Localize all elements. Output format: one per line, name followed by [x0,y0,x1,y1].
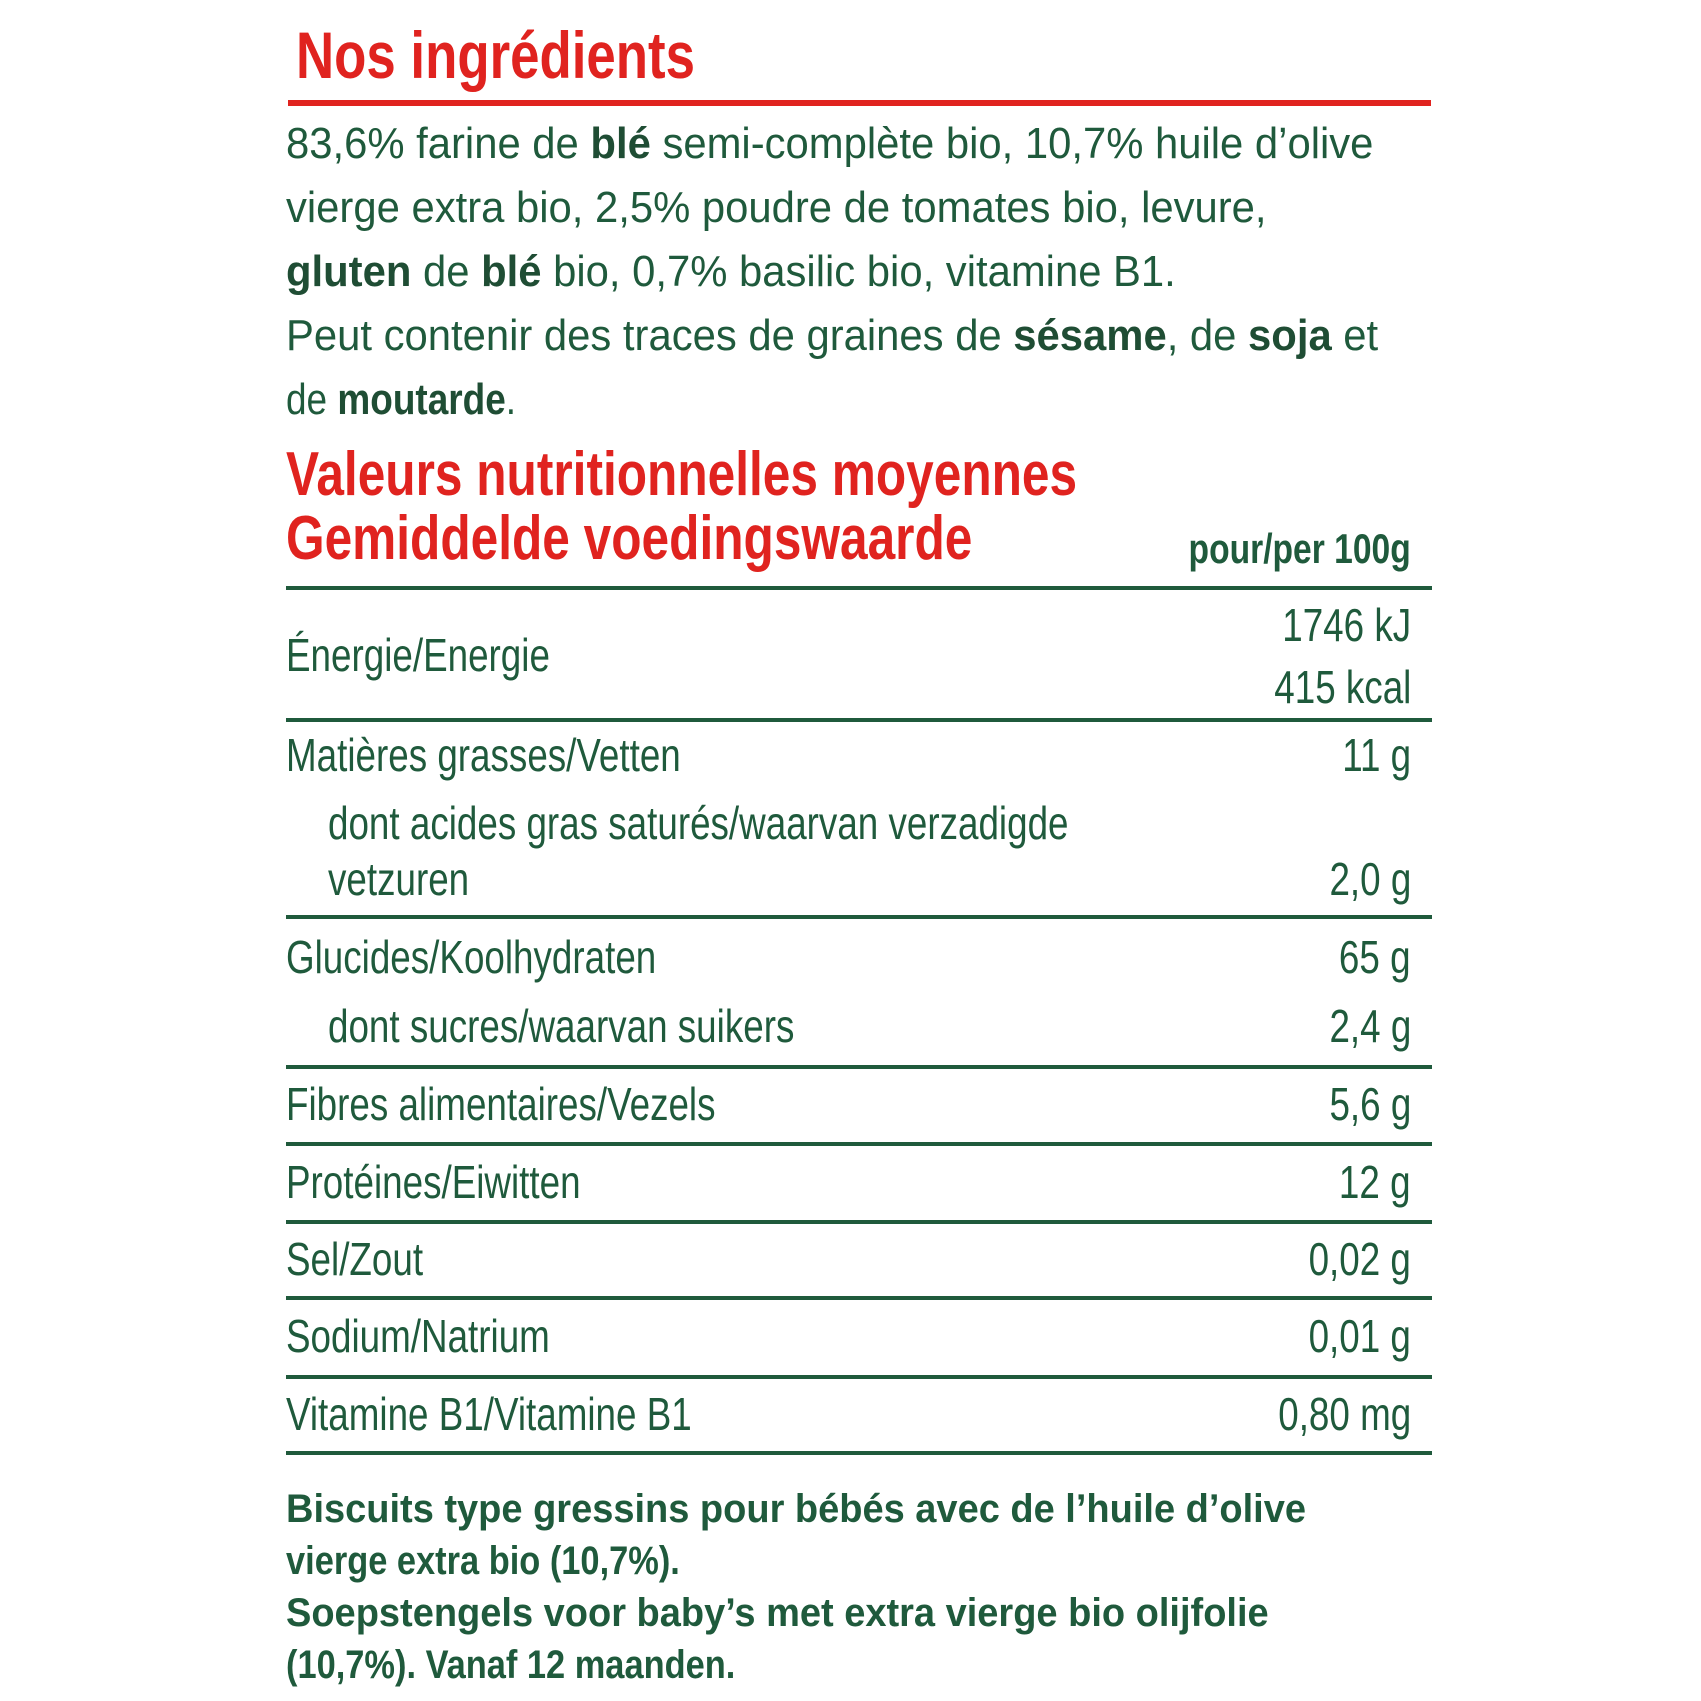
ingredients-line [286,240,1436,304]
allergen-trace-line [286,368,1436,432]
sugars-label: dont sucres/waarvan suikers [328,1000,795,1052]
table-rule [286,1065,1432,1069]
ingredients-text [286,112,1436,432]
allergen-highlight: blé [590,119,651,168]
ingredients-title: Nos ingrédients [296,18,695,92]
table-rule [286,915,1432,919]
description-line: (10,7%). Vanaf 12 maanden. [286,1643,736,1687]
salt-value: 0,02 g [1308,1233,1411,1285]
ingredient-text: de [411,247,482,296]
saturates-value: 2,0 g [1329,853,1411,905]
vitamin-b1-label: Vitamine B1/Vitamine B1 [286,1388,692,1440]
energy-kcal-value: 415 kcal [1273,661,1411,713]
ingredient-text: Peut contenir des traces de graines de [286,311,1014,360]
table-rule [286,1296,1432,1300]
energy-kj-value: 1746 kJ [1282,599,1411,651]
table-rule [286,1142,1432,1146]
ingredient-text: 83,6% farine de [286,119,591,168]
fibre-label: Fibres alimentaires/Vezels [286,1078,716,1130]
per-100g-label: pour/per 100g [1188,525,1411,572]
allergen-highlight: sésame [1013,311,1167,360]
fat-label: Matières grasses/Vetten [286,729,681,781]
description-line: Biscuits type gressins pour bébés avec de l’huile d’olive [286,1487,1307,1531]
ingredient-text: semi-complète bio, 10,7% huile d’olive [650,119,1374,168]
table-rule-top [286,586,1432,590]
allergen-highlight: blé [481,247,542,296]
ingredient-text: , de [1166,311,1249,360]
carbohydrates-label: Glucides/Koolhydraten [286,931,657,983]
sugars-value: 2,4 g [1329,1000,1411,1052]
nutrition-title-fr: Valeurs nutritionnelles moyennes [286,440,1078,509]
ingredient-text: et [1331,311,1379,360]
saturates-label: dont acides gras saturés/waarvan verzadigde [328,797,1069,849]
fibre-value: 5,6 g [1329,1078,1411,1130]
table-rule [286,1220,1432,1224]
fat-value: 11 g [1342,729,1411,781]
description-line: Soepstengels voor baby’s met extra vierge bio olijfolie [286,1591,1269,1635]
allergen-trace-line [286,304,1436,368]
vitamin-b1-value: 0,80 mg [1278,1388,1411,1440]
protein-label: Protéines/Eiwitten [286,1156,581,1208]
protein-value: 12 g [1339,1156,1411,1208]
ingredient-text: vierge extra bio, 2,5% poudre de tomates bio, levure, [286,183,1267,232]
saturates-label-cont: vetzuren [328,853,470,905]
table-rule [286,718,1432,722]
allergen-highlight: soja [1248,311,1332,360]
product-description [286,1483,1446,1691]
carbohydrates-value: 65 g [1339,931,1411,983]
sodium-label: Sodium/Natrium [286,1310,550,1362]
allergen-highlight: moutarde [337,375,506,424]
table-rule [286,1375,1432,1379]
ingredients-line [286,112,1436,176]
allergen-highlight: gluten [286,247,412,296]
ingredient-text: . [505,375,517,424]
ingredient-text: bio, 0,7% basilic bio, vitamine B1. [541,247,1176,296]
ingredients-title-underline [288,100,1431,106]
ingredient-text: de [286,375,338,424]
description-line: vierge extra bio (10,7%). [286,1539,680,1583]
salt-label: Sel/Zout [286,1233,424,1285]
sodium-value: 0,01 g [1308,1310,1411,1362]
energy-label: Énergie/Energie [286,629,550,681]
ingredients-line [286,176,1436,240]
table-rule-bottom [286,1451,1432,1455]
nutrition-title-nl: Gemiddelde voedingswaarde [286,504,973,573]
